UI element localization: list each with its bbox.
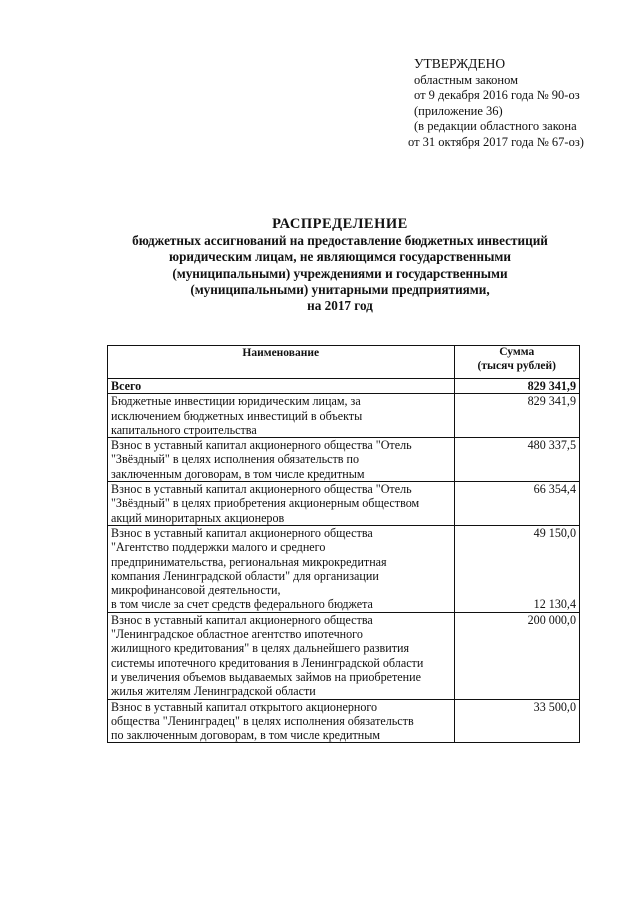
approval-line: (в редакции областного закона (414, 119, 577, 133)
row-name-line: компания Ленинградской области" для организации (111, 568, 379, 583)
table-total-row (108, 379, 580, 394)
row-sum (454, 394, 579, 438)
row-name-line: "Ленинградское областное агентство ипотечного (111, 627, 363, 642)
row-name-line: жилищного кредитования" в целях дальнейшего развития (111, 641, 410, 656)
title-line: юридическим лицам, не являющимся государственными (169, 249, 511, 265)
row-name (108, 394, 455, 438)
title-main: РАСПРЕДЕЛЕНИЕ (272, 216, 408, 232)
table-row (108, 525, 580, 612)
row-name-line: исключением бюджетных инвестиций в объекты (111, 408, 363, 423)
budget-table (107, 345, 580, 743)
row-name-line: общества "Ленинградец" в целях исполнения обязательств (111, 713, 414, 728)
row-value: 200 000,0 (527, 612, 576, 627)
row-name (108, 525, 455, 612)
document-title (100, 215, 580, 314)
table-row (108, 699, 580, 743)
approval-line: (приложение 36) (414, 103, 503, 118)
row-name-line: "Звёздный" в целях исполнения обязательств по (111, 452, 360, 467)
table-row (108, 612, 580, 699)
title-line: на 2017 год (307, 298, 373, 314)
row-sum (454, 438, 579, 482)
row-name (108, 438, 455, 482)
table-header-row (108, 346, 580, 379)
approval-line: областным законом (414, 72, 519, 87)
row-sum (454, 699, 579, 743)
row-name (108, 482, 455, 526)
row-name-line: Взнос в уставный капитал акционерного общества "Отель (111, 482, 412, 497)
row-name-line: по заключенным договорам, в том числе кредитным (111, 728, 381, 743)
row-name-line: "Звёздный" в целях приобретения акционерным обществом (111, 496, 420, 511)
row-name (108, 699, 455, 743)
header-sum-unit: (тысяч рублей) (477, 359, 556, 372)
row-sub-value: 12 130,4 (533, 597, 576, 612)
total-value: 829 341,9 (454, 379, 579, 394)
row-name-line: Взнос в уставный капитал открытого акционерного (111, 699, 378, 714)
row-value: 829 341,9 (527, 394, 576, 409)
row-value: 49 150,0 (533, 525, 576, 540)
row-name-line: жилья жителям Ленинградской области (111, 684, 316, 699)
row-name-line: предпринимательства, региональная микрокредитная (111, 554, 387, 569)
header-name: Наименование (108, 346, 455, 379)
row-name-line: заключенным договорам, в том числе кредитным (111, 466, 365, 481)
approval-heading: УТВЕРЖДЕНО (414, 56, 506, 71)
row-name-line: микрофинансовой деятельности, (111, 583, 281, 598)
table-row (108, 482, 580, 526)
row-sum (454, 612, 579, 699)
title-line: (муниципальными) унитарными предприятиями, (190, 281, 490, 297)
approval-line: от 31 октября 2017 года № 67-оз) (408, 134, 584, 149)
row-value: 480 337,5 (527, 438, 576, 453)
row-name-line: в том числе за счет средств федерального бюджета (111, 597, 373, 612)
row-name (108, 612, 455, 699)
approval-stamp (408, 56, 584, 150)
row-name-line: Взнос в уставный капитал акционерного общества "Отель (111, 438, 412, 453)
row-sum (454, 482, 579, 526)
title-line: (муниципальными) учреждениями и государственными (172, 265, 508, 281)
row-name-line: системы ипотечного кредитования в Ленинградской области (111, 655, 424, 670)
row-name-line: и увеличения объемов выдаваемых займов на приобретение (111, 669, 421, 684)
row-name-line: капитального строительства (111, 422, 257, 437)
header-sum (454, 346, 579, 379)
table-row (108, 394, 580, 438)
table-row (108, 438, 580, 482)
header-sum-title: Сумма (499, 346, 535, 358)
row-name-line: Бюджетные инвестиции юридическим лицам, за (111, 394, 361, 409)
title-line: бюджетных ассигнований на предоставление бюджетных инвестиций (132, 233, 548, 248)
approval-line: от 9 декабря 2016 года № 90-оз (414, 88, 580, 102)
row-name-line: акций миноритарных акционеров (111, 510, 285, 525)
row-value: 33 500,0 (533, 699, 576, 714)
row-name-line: Взнос в уставный капитал акционерного общества (111, 612, 373, 627)
table-body (108, 394, 580, 743)
total-label: Всего (108, 379, 455, 394)
row-name-line: "Агентство поддержки малого и среднего (111, 540, 326, 555)
row-sum (454, 525, 579, 612)
row-name-line: Взнос в уставный капитал акционерного общества (111, 525, 373, 540)
row-value: 66 354,4 (533, 482, 576, 497)
